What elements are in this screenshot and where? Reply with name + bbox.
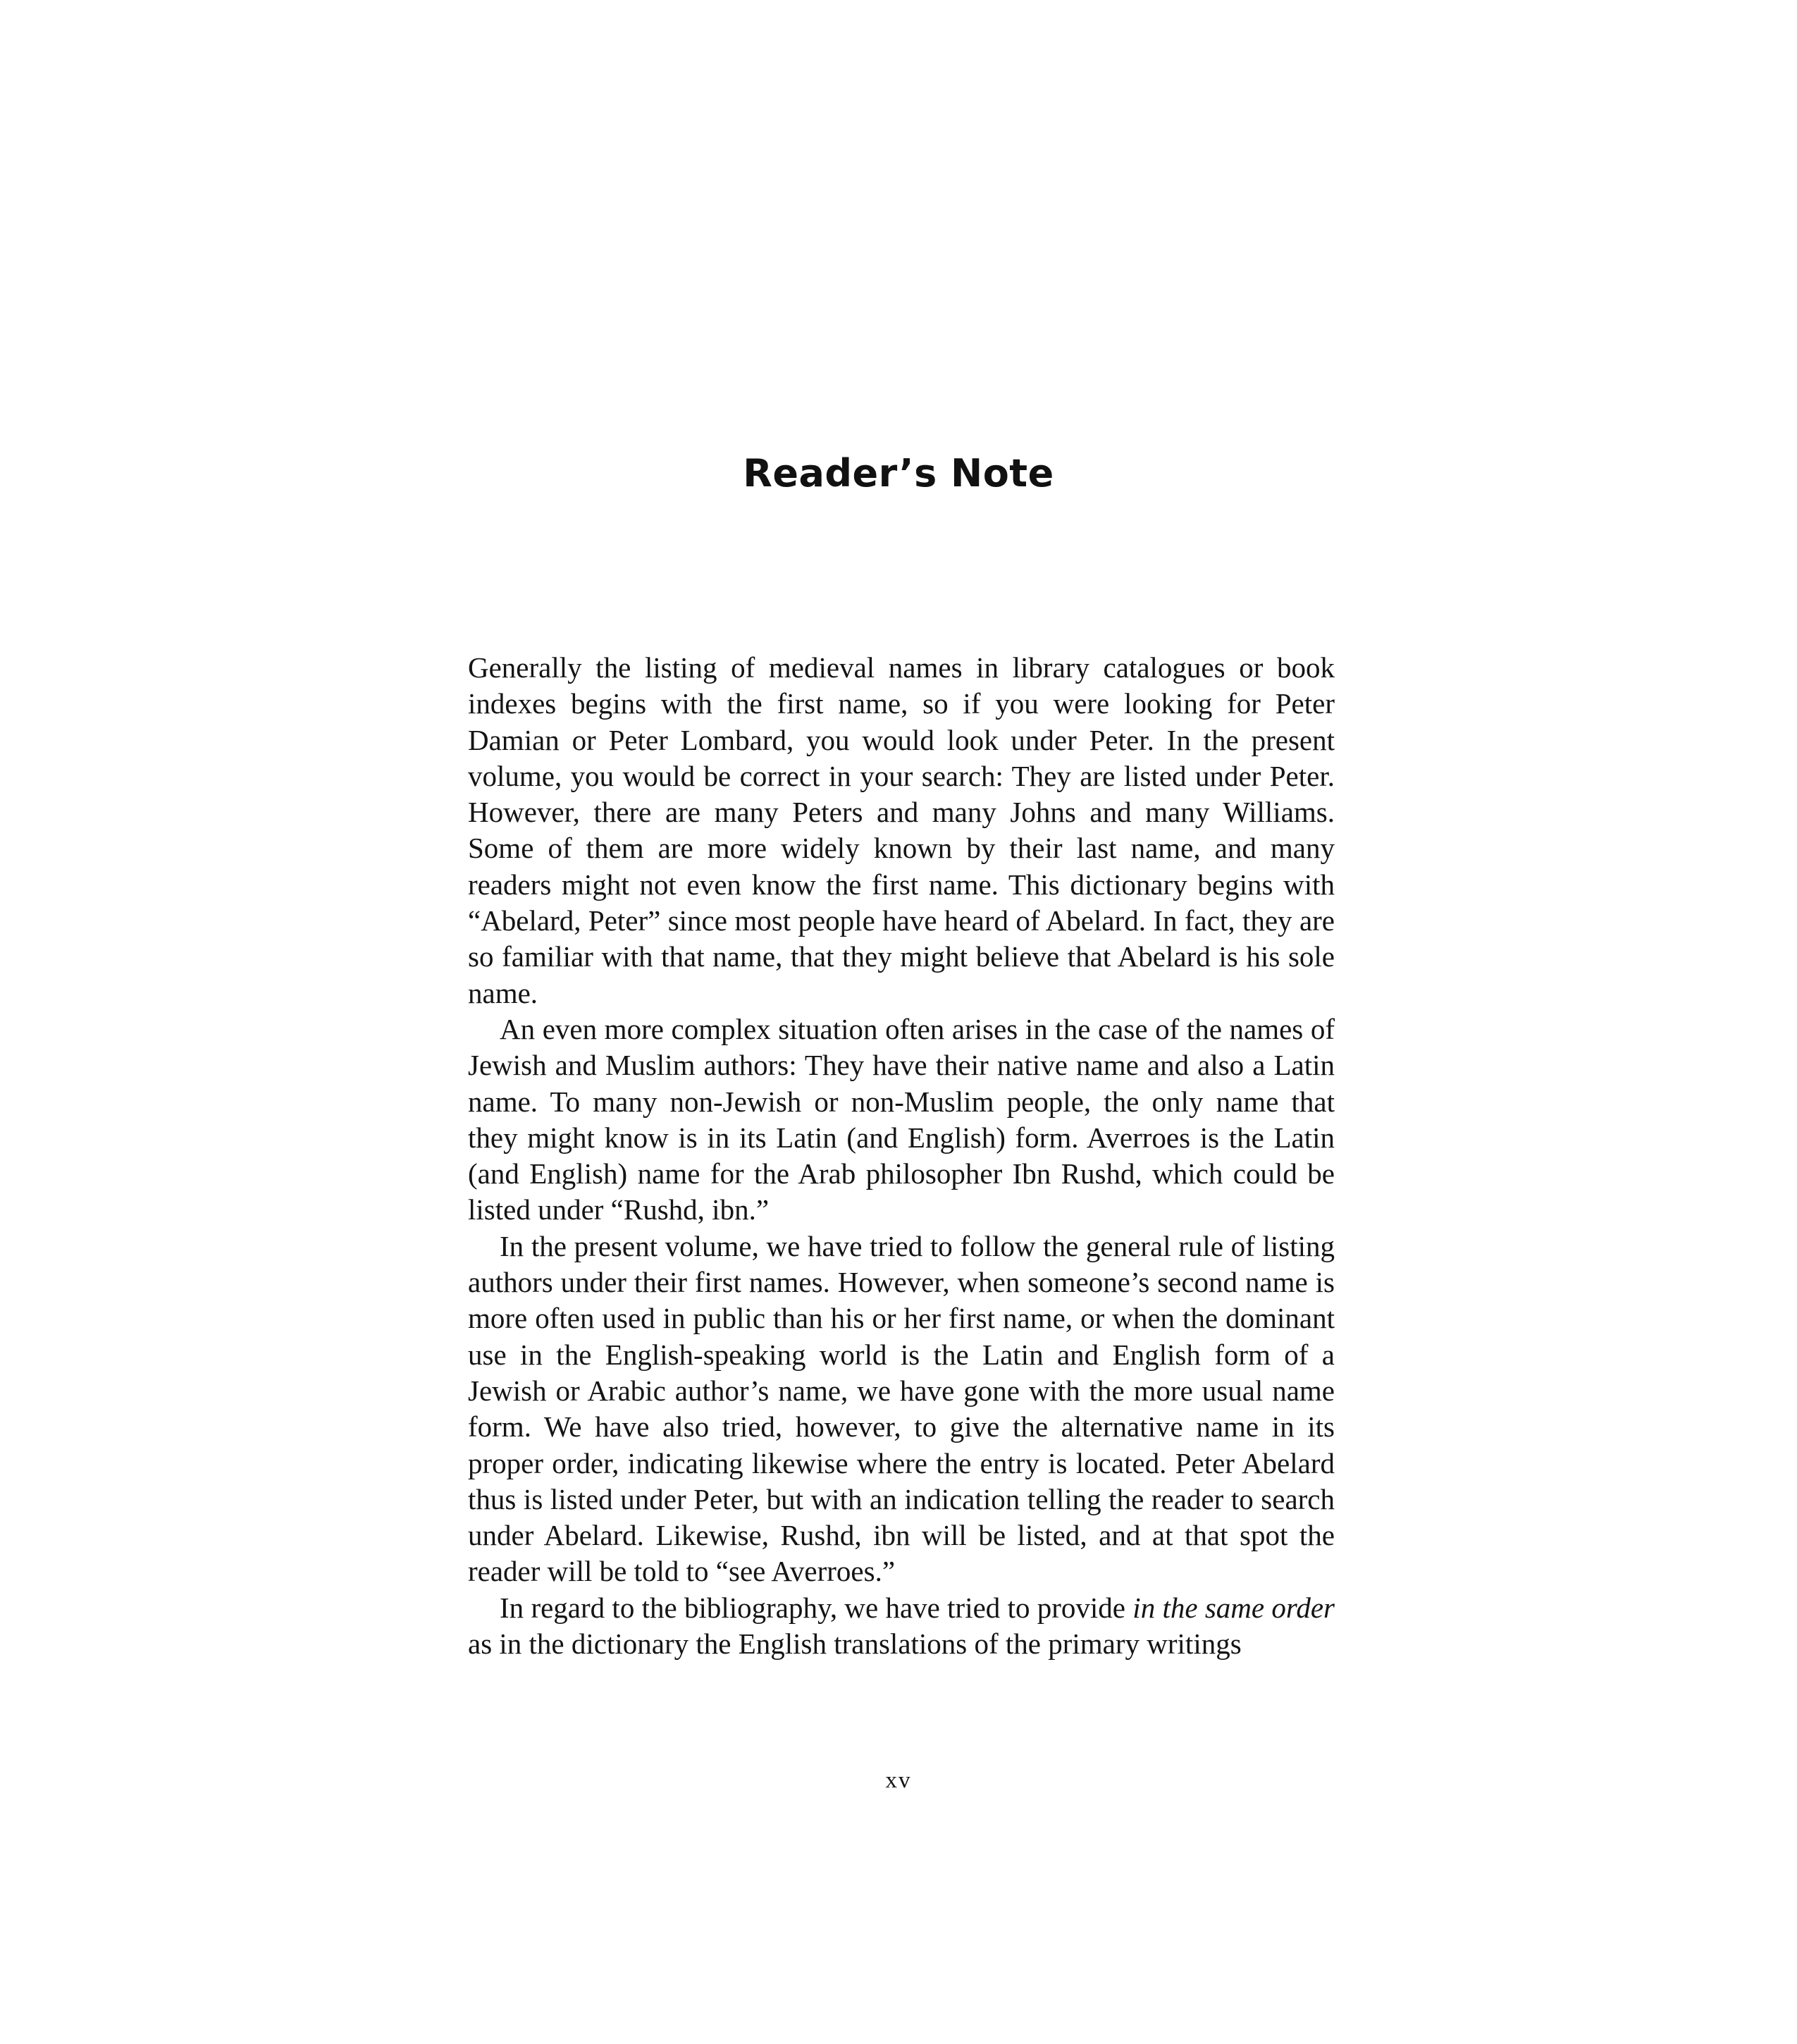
paragraph-4: [468, 1590, 1335, 1663]
paragraph-3: In the present volume, we have tried to follow the general rule of listing authors under their first names. However, when someone’s second name is more often used in public than his or her first name, or when the dominant use in the English-speaking world is the Latin and English form of a Jewish or Arabic author’s name, we have gone with the more usual name form. We have also tried, however, to give the alternative name in its proper order, indicating likewise where the entry is located. Peter Abelard thus is listed under Peter, but with an indication telling the reader to search under Abelard. Likewise, Rushd, ibn will be listed, and at that spot the reader will be told to “see Averroes.”: [468, 1229, 1335, 1588]
body-text: [468, 650, 1335, 1662]
page-number: xv: [885, 1768, 912, 1793]
paragraph-4-rest: as in the dictionary the English translations of the primary writings: [468, 1627, 1242, 1661]
paragraph-1: Generally the listing of medieval names in library catalogues or book indexes begins with the first name, so if you were looking for Peter Damian or Peter Lombard, you would look under Peter. In the present volume, you would be correct in your search: They are listed under Peter. However, there are many Peters and many Johns and many Williams. Some of them are more widely known by their last name, and many readers might not even know the first name. This dictionary begins with “Abelard, Peter” since most people have heard of Abelard. In fact, they are so familiar with that name, that they might believe that Abelard is his sole name.: [468, 651, 1335, 1009]
paragraph-2: An even more complex situation often arises in the case of the names of Jewish and Muslim authors: They have their native name and also a Latin name. To many non-Jewish or non-Muslim people, the only name that they might know is in its Latin (and English) form. Averroes is the Latin (and English) name for the Arab philosopher Ibn Rushd, which could be listed under “Rushd, ibn.”: [468, 1012, 1335, 1226]
page-title: Reader’s Note: [743, 451, 1054, 495]
paragraph-4-emphasis: in the same order: [1132, 1591, 1335, 1624]
paragraph-4-lead: In regard to the bibliography, we have tried to provide: [500, 1591, 1133, 1624]
